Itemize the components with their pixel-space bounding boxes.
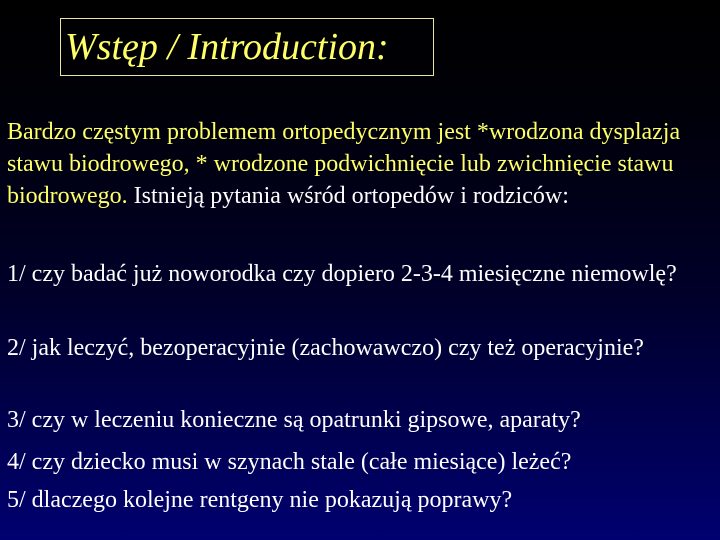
intro-paragraph <box>7 116 715 212</box>
slide-title: Wstęp / Introduction: <box>65 26 389 68</box>
question-1: 1/ czy badać już noworodka czy dopiero 2-3-4 miesięczne niemowlę? <box>7 261 677 287</box>
question-2: 2/ jak leczyć, bezoperacyjnie (zachowawczo) czy też operacyjnie? <box>7 335 644 361</box>
question-3: 3/ czy w leczeniu konieczne są opatrunki gipsowe, aparaty? <box>7 407 581 433</box>
question-5: 5/ dlaczego kolejne rentgeny nie pokazują poprawy? <box>7 487 513 513</box>
intro-rest: Istnieją pytania wśród ortopedów i rodziców: <box>127 183 569 209</box>
intro-highlight: Bardzo częstym problemem ortopedycznym jest *wrodzona dysplazja stawu biodrowego, * wrodzone podwichnięcie lub zwichnięcie stawu biodrowego. <box>7 119 681 209</box>
title-box <box>60 18 434 76</box>
question-4: 4/ czy dziecko musi w szynach stale (całe miesiące) leżeć? <box>7 449 572 475</box>
